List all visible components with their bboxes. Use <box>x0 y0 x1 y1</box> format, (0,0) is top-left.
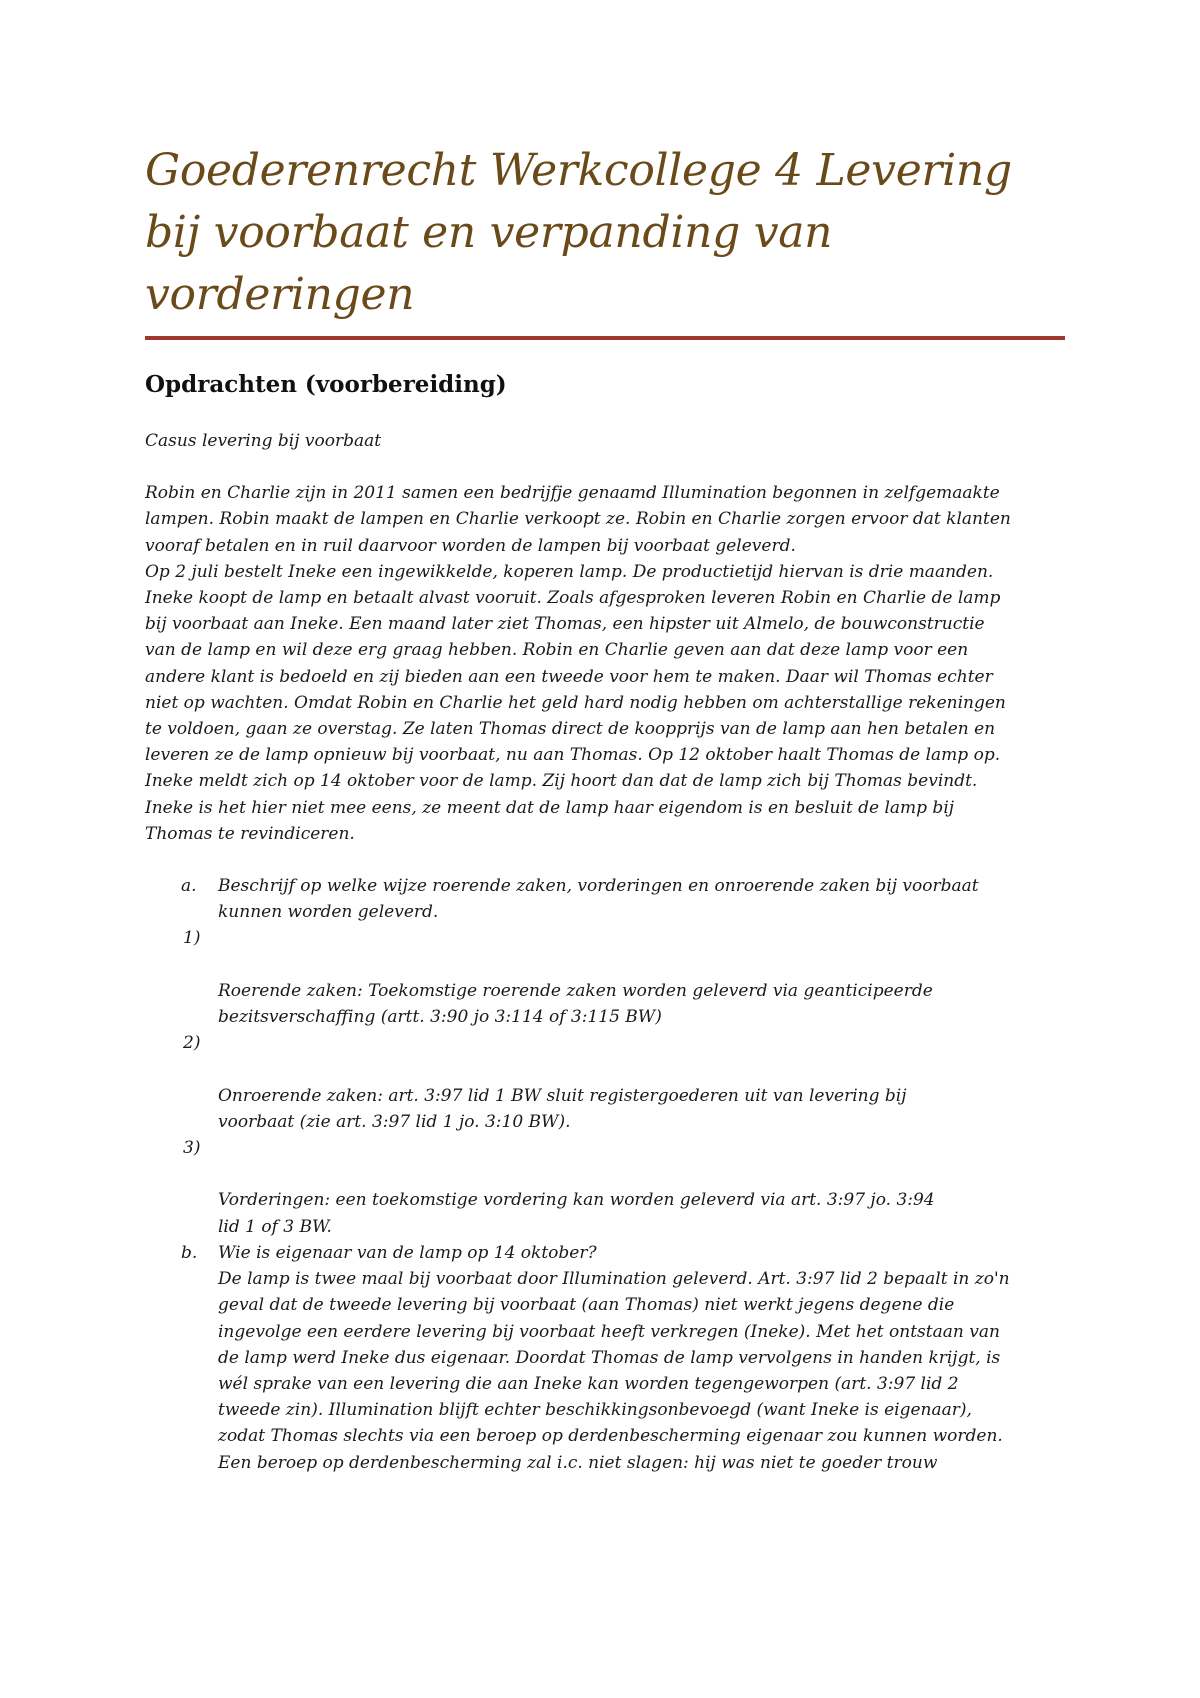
answer-text: De lamp is twee maal bij voorbaat door Illumination geleverd. Art. 3:97 lid 2 bepaalt in zo'n geval dat de tweede levering bij voorbaat (aan Thomas) niet werkt jegens degene die ingevolge een eerdere levering bij voorbaat heeft verkregen (Ineke). Met het ontstaan van de lamp werd Ineke dus eigenaar. Doordat Thomas de lamp vervolgens in handen krijgt, is wél sprake van een levering die aan Ineke kan worden tegengeworpen (art. 3:97 lid 2 tweede zin). Illumination blijft echter beschikkingsonbevoegd (want Ineke is eigenaar), zodat Thomas slechts via een beroep op derdenbescherming eigenaar zou kunnen worden. Een beroep op derdenbescherming zal i.c. niet slagen: hij was niet te goeder trouw <box>218 1269 1010 1473</box>
question-marker: a. <box>181 876 197 897</box>
question-text: Beschrijf op welke wijze roerende zaken, vorderingen en onroerende zaken bij voorbaat kunnen worden geleverd. <box>218 876 979 923</box>
document-title <box>145 140 1065 326</box>
section-heading: Opdrachten (voorbereiding) <box>145 371 507 398</box>
list-item <box>145 925 1065 1030</box>
question-b <box>145 1240 1065 1476</box>
title-underline-rule <box>145 336 1065 340</box>
list-item-text: Roerende zaken: Toekomstige roerende zaken worden geleverd via geanticipeerde bezitsverschaffing (artt. 3:90 jo 3:114 of 3:115 BW) <box>218 980 933 1028</box>
question-marker: b. <box>181 1242 198 1263</box>
answer-sublist <box>145 925 1065 1239</box>
case-paragraph: Robin en Charlie zijn in 2011 samen een bedrijfje genaamd Illumination begonnen in zelfgemaakte lampen. Robin maakt de lampen en Charlie verkoopt ze. Robin en Charlie zorgen ervoor dat klanten vooraf betalen en in ruil daarvoor worden de lampen bij voorbaat geleverd. Op 2 juli bestelt Ineke een ingewikkelde, koperen lamp. De productietijd hiervan is drie maanden. Ineke koopt de lamp en betaalt alvast vooruit. Zoals afgesproken leveren Robin en Charlie de lamp bij voorbaat aan Ineke. Een maand later ziet Thomas, een hipster uit Almelo, de bouwconstructie van de lamp en wil deze erg graag hebben. Robin en Charlie geven aan dat deze lamp voor een andere klant is bedoeld en zij bieden aan een tweede voor hem te maken. Daar wil Thomas echter niet op wachten. Omdat Robin en Charlie het geld hard nodig hebben om achterstallige rekeningen te voldoen, gaan ze overstag. Ze laten Thomas direct de koopprijs van de lamp aan hen betalen en leveren ze de lamp opnieuw bij voorbaat, nu aan Thomas. Op 12 oktober haalt Thomas de lamp op. Ineke meldt zich op 14 oktober voor de lamp. Zij hoort dan dat de lamp zich bij Thomas bevindt. Ineke is het hier niet mee eens, ze meent dat de lamp haar eigendom is en besluit de lamp bij Thomas te revindiceren. <box>145 483 1011 844</box>
list-item-marker: 3) <box>183 1138 201 1159</box>
case-title: Casus levering bij voorbaat <box>145 431 382 451</box>
question-text: Wie is eigenaar van de lamp op 14 oktober? <box>218 1242 597 1263</box>
question-list <box>145 873 1065 1476</box>
question-a <box>145 873 1065 925</box>
document-page <box>145 140 1065 1476</box>
list-item <box>145 1135 1065 1240</box>
list-item <box>145 1030 1065 1135</box>
list-item-text: Onroerende zaken: art. 3:97 lid 1 BW sluit registergoederen uit van levering bij voorbaat (zie art. 3:97 lid 1 jo. 3:10 BW). <box>218 1085 907 1132</box>
list-item-marker: 2) <box>183 1033 201 1054</box>
document-title-text: Goederenrecht Werkcollege 4 Levering bij voorbaat en verpanding van vorderingen <box>145 145 1012 320</box>
list-item-marker: 1) <box>183 928 201 949</box>
list-item-text: Vorderingen: een toekomstige vordering kan worden geleverd via art. 3:97 jo. 3:94 lid 1 of 3 BW. <box>218 1190 935 1237</box>
